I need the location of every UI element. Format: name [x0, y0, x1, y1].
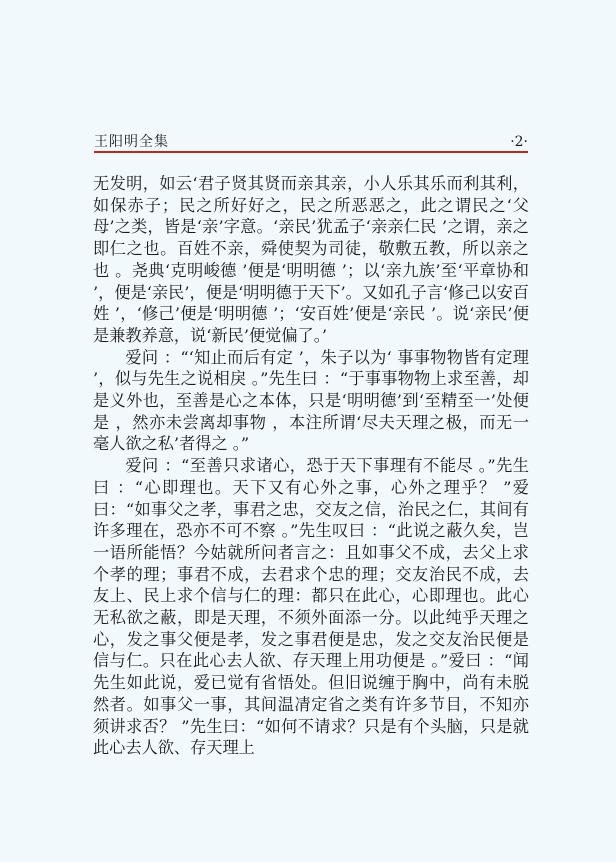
body-text: [93, 173, 529, 759]
header-divider: [94, 151, 528, 153]
running-header: [94, 134, 528, 152]
page-number: ·2·: [510, 134, 528, 150]
paragraph-continued: 无发明，如云‘君子贤其贤而亲其亲，小人乐其乐而利其利，如保赤子；民之所好好之，民之所恶恶之，此之谓民之‘父母’之类，皆是‘亲’字意。‘亲民’犹孟子‘亲亲仁民 ’之谓，亲之即仁之也。百姓不亲，舜使契为司徒，敬敷五教，所以亲之也 。尧典‘克明峻德 ’便是‘明明德 ’；以‘亲九族’至‘平章协和 ’，便是‘亲民’，便是‘明明德于天下’。又如孔子言‘修己以安百姓 ’，‘修己’便是‘明明德 ’；‘安百姓’便是‘亲民 ’。说‘亲民’便是兼教养意，说‘新民’便觉偏了。’: [93, 174, 529, 345]
book-title: 王阳明全集: [94, 134, 169, 150]
paragraph: 爱问 ：“‘知止而后有定 ’，朱子以为‘ 事事物物皆有定理 ’，似与先生之说相戾 。”先生曰 ：“于事事物物上求至善，却是义外也，至善是心之本体，只是‘明明德’到‘至精至一’处便是 ，然亦未尝离却事物 ，本注所谓‘尽夫天理之极，而无一毫人欲之私’者得之 。”: [93, 347, 529, 454]
paragraph: 爱问 ：“至善只求诸心，恐于天下事理有不能尽 。”先生曰 ：“心即理也。天下又有心外之事，心外之理乎？ ”爱曰：“如事父之孝，事君之忠，交友之信，治民之仁，其间有许多理在，恐亦不可不察 。”先生叹曰 ：“此说之蔽久矣，岂一语所能悟？今姑就所问者言之：且如事父不成，去父上求个孝的理；事君不成，去君求个忠的理；交友治民不成，去友上、民上求个信与仁的理：都只在此心，心即理也。此心无私欲之蔽，即是天理，不须外面添一分。以此纯乎天理之心，发之事父便是孝，发之事君便是忠，发之交友治民便是信与仁。只在此心去人欲、存天理上用功便是 。”爱曰 ：“闻先生如此说，爱已觉有省悟处。但旧说缠于胸中，尚有未脱然者。如事父一事，其间温凊定省之类有许多节目，不知亦须讲求否？ ”先生曰：“如何不请求？只是有个头脑，只是就此心去人欲、存天理上: [93, 456, 529, 758]
